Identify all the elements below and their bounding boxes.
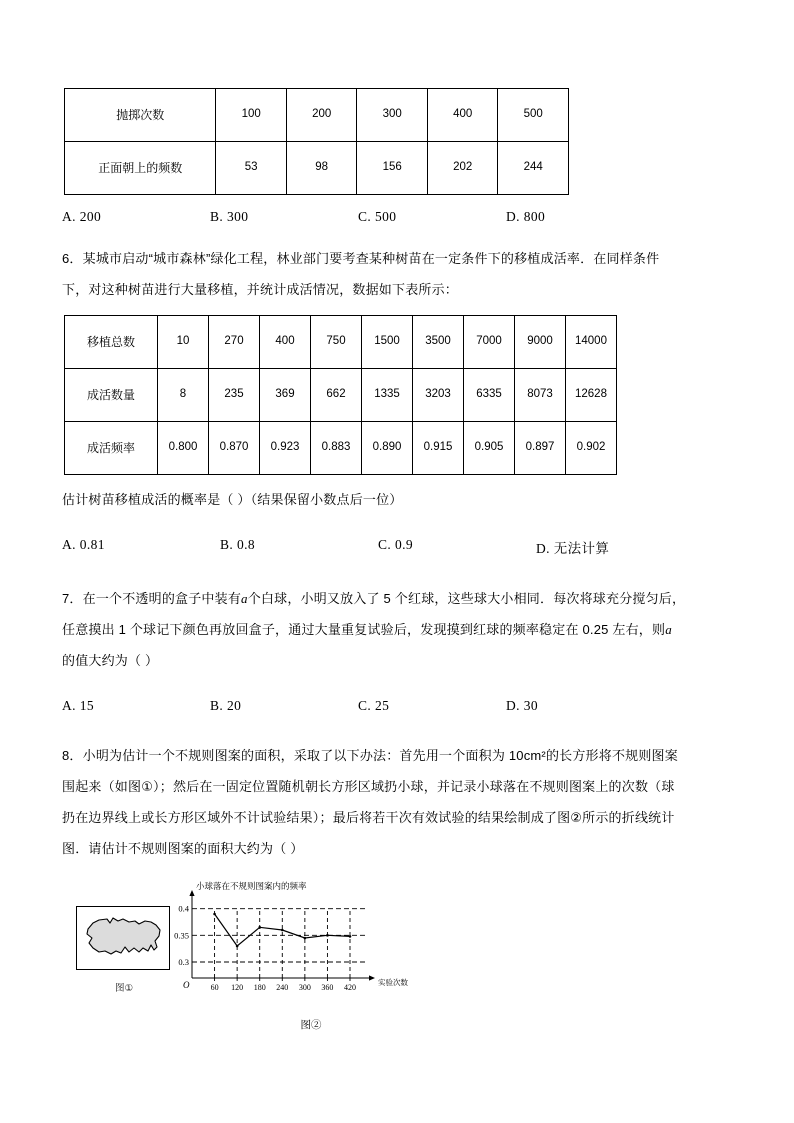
data-point xyxy=(281,929,284,932)
option-a[interactable] xyxy=(62,698,210,714)
question-8-text xyxy=(62,740,734,864)
option-c[interactable] xyxy=(358,698,506,714)
table-cell: 3203 xyxy=(413,369,464,422)
x-axis-arrow xyxy=(369,975,375,980)
coin-toss-table xyxy=(64,88,569,195)
row-label: 抛掷次数 xyxy=(65,89,216,142)
table-cell: 7000 xyxy=(464,316,515,369)
table-cell: 400 xyxy=(260,316,311,369)
x-tick-label: 120 xyxy=(231,983,244,992)
x-tick-label: 420 xyxy=(344,983,356,992)
chart-title: 小球落在不规则图案内的频率 xyxy=(196,881,307,891)
option-letter: C. xyxy=(378,537,392,552)
table-cell: 156 xyxy=(357,142,428,195)
seedling-survival-table xyxy=(64,315,617,475)
variable-a: a xyxy=(665,622,672,637)
table-cell: 202 xyxy=(427,142,498,195)
option-d[interactable] xyxy=(506,698,654,714)
option-b[interactable] xyxy=(210,698,358,714)
table-cell: 0.890 xyxy=(362,422,413,475)
y-axis-tick-labels xyxy=(174,904,190,967)
row-label: 正面朝上的频数 xyxy=(65,142,216,195)
table-cell: 8 xyxy=(158,369,209,422)
option-text: 30 xyxy=(523,698,539,713)
option-b[interactable] xyxy=(220,537,378,557)
table-cell: 53 xyxy=(216,142,287,195)
table-cell: 0.915 xyxy=(413,422,464,475)
table-cell: 750 xyxy=(311,316,362,369)
q7-line-2 xyxy=(62,614,734,645)
table-row xyxy=(65,369,617,422)
figure-1-caption: 图① xyxy=(114,983,134,994)
q8-line-2: 围起来（如图①）；然后在一固定位置随机朝长方形区域扔小球，并记录小球落在不规则图案上的次数（球 xyxy=(62,779,675,794)
table-cell: 14000 xyxy=(566,316,617,369)
q8-line-3: 扔在边界线上或长方形区域外不计试验结果）；最后将若干次有效试验的结果绘制成了图②所示的折线统计 xyxy=(62,810,675,825)
question-6-text xyxy=(62,243,734,305)
table-row xyxy=(65,89,569,142)
q6-line-2: 下，对这种树苗进行大量移植，并统计成活情况，数据如下表所示： xyxy=(62,282,459,297)
table-cell: 0.923 xyxy=(260,422,311,475)
option-text: 0.8 xyxy=(236,537,256,552)
option-b[interactable] xyxy=(210,209,358,225)
q7-line-2-a: 任意摸出 1 个球记下颜色再放回盒子，通过大量重复试验后，发现摸到红球的频率稳定在 0.25 左右，则 xyxy=(62,622,666,637)
table-row xyxy=(65,316,617,369)
x-tick-label: 240 xyxy=(276,983,289,992)
q7-line-1-a: 7．在一个不透明的盒子中装有 xyxy=(62,591,242,606)
x-tick-label: 300 xyxy=(298,983,311,992)
table-cell: 1335 xyxy=(362,369,413,422)
option-c[interactable] xyxy=(378,537,536,557)
table-cell: 369 xyxy=(260,369,311,422)
table-cell: 0.800 xyxy=(158,422,209,475)
data-point xyxy=(349,935,352,938)
q7-options xyxy=(62,698,734,714)
data-point xyxy=(236,945,239,948)
data-point xyxy=(258,926,261,929)
y-tick-label: 0.3 xyxy=(178,957,189,967)
y-tick-label: 0.4 xyxy=(178,903,189,914)
q8-line-1: 8．小明为估计一个不规则图案的面积，采取了以下办法：首先用一个面积为 10cm²的长方形将不规则图案 xyxy=(62,748,678,763)
q8-line-4: 图．请估计不规则图案的面积大约为（ ） xyxy=(62,841,304,856)
irregular-shape-icon xyxy=(77,907,169,969)
x-axis-title: 实验次数 xyxy=(378,978,408,987)
option-letter: B. xyxy=(220,537,234,552)
option-letter: D. xyxy=(506,698,520,713)
option-letter: A. xyxy=(62,698,76,713)
data-point xyxy=(326,934,329,937)
origin-label: O xyxy=(183,980,190,990)
table-cell: 500 xyxy=(498,89,569,142)
option-letter: B. xyxy=(210,209,224,224)
page-content xyxy=(62,88,734,1038)
option-letter: C. xyxy=(358,698,372,713)
option-a[interactable] xyxy=(62,209,210,225)
table-cell: 100 xyxy=(216,89,287,142)
table-cell: 3500 xyxy=(413,316,464,369)
option-c[interactable] xyxy=(358,209,506,225)
option-letter: A. xyxy=(62,537,76,552)
table-row xyxy=(65,422,617,475)
table-cell: 0.870 xyxy=(209,422,260,475)
data-point xyxy=(213,913,216,916)
option-letter: D. xyxy=(506,209,520,224)
q6-line-1: 6．某城市启动“城市森林”绿化工程，林业部门要考查某种树苗在一定条件下的移植成活率．在同样条件 xyxy=(62,251,660,266)
table-cell: 300 xyxy=(357,89,428,142)
option-letter: A. xyxy=(62,209,76,224)
table-cell: 0.905 xyxy=(464,422,515,475)
option-letter: C. xyxy=(358,209,372,224)
option-text: 15 xyxy=(79,698,95,713)
row-label: 成活频率 xyxy=(65,422,158,475)
q7-line-1 xyxy=(62,583,734,614)
option-text: 无法计算 xyxy=(553,541,610,556)
option-a[interactable] xyxy=(62,537,220,557)
option-text: 800 xyxy=(523,209,546,224)
table-cell: 0.902 xyxy=(566,422,617,475)
table-cell: 662 xyxy=(311,369,362,422)
option-d[interactable] xyxy=(506,209,654,225)
option-text: 200 xyxy=(79,209,102,224)
question-7-text xyxy=(62,583,734,676)
data-point xyxy=(304,937,307,940)
variable-a: a xyxy=(241,591,248,606)
option-text: 0.81 xyxy=(79,537,105,552)
table-cell: 200 xyxy=(286,89,357,142)
frequency-line-chart xyxy=(172,878,422,1010)
option-text: 25 xyxy=(374,698,390,713)
option-letter: B. xyxy=(210,698,224,713)
x-tick-label: 180 xyxy=(253,983,266,992)
figure-2-caption: 图② xyxy=(300,1020,322,1031)
table-cell: 6335 xyxy=(464,369,515,422)
q5-options xyxy=(62,209,734,225)
q7-line-3: 的值大约为（ ） xyxy=(62,653,159,668)
option-d[interactable] xyxy=(536,537,694,557)
table-cell: 1500 xyxy=(362,316,413,369)
option-letter: D. xyxy=(536,541,550,556)
figure-2 xyxy=(172,878,432,1032)
table-cell: 10 xyxy=(158,316,209,369)
option-text: 500 xyxy=(374,209,397,224)
row-label: 成活数量 xyxy=(65,369,158,422)
q6-prompt: 估计树苗移植成活的概率是（ ）（结果保留小数点后一位） xyxy=(62,492,403,507)
x-axis-tick-labels xyxy=(211,983,356,992)
figure-1 xyxy=(76,906,172,994)
table-cell: 12628 xyxy=(566,369,617,422)
table-cell: 98 xyxy=(286,142,357,195)
table-cell: 235 xyxy=(209,369,260,422)
x-tick-label: 360 xyxy=(321,983,334,992)
table-cell: 270 xyxy=(209,316,260,369)
figures-area xyxy=(62,878,734,1038)
q7-line-1-b: 个白球，小明又放入了 5 个红球，这些球大小相同．每次将球充分搅匀后， xyxy=(247,591,686,606)
rectangle-boundary xyxy=(76,906,170,970)
table-cell: 9000 xyxy=(515,316,566,369)
x-tick-label: 60 xyxy=(210,983,219,992)
table-row xyxy=(65,142,569,195)
table-cell: 0.883 xyxy=(311,422,362,475)
option-text: 300 xyxy=(226,209,249,224)
table-cell: 0.897 xyxy=(515,422,566,475)
q6-options xyxy=(62,537,734,557)
table-cell: 8073 xyxy=(515,369,566,422)
option-text: 0.9 xyxy=(394,537,414,552)
row-label: 移植总数 xyxy=(65,316,158,369)
table-cell: 244 xyxy=(498,142,569,195)
option-text: 20 xyxy=(226,698,242,713)
y-tick-label: 0.35 xyxy=(174,930,189,941)
y-axis-arrow xyxy=(189,890,194,896)
table-cell: 400 xyxy=(427,89,498,142)
